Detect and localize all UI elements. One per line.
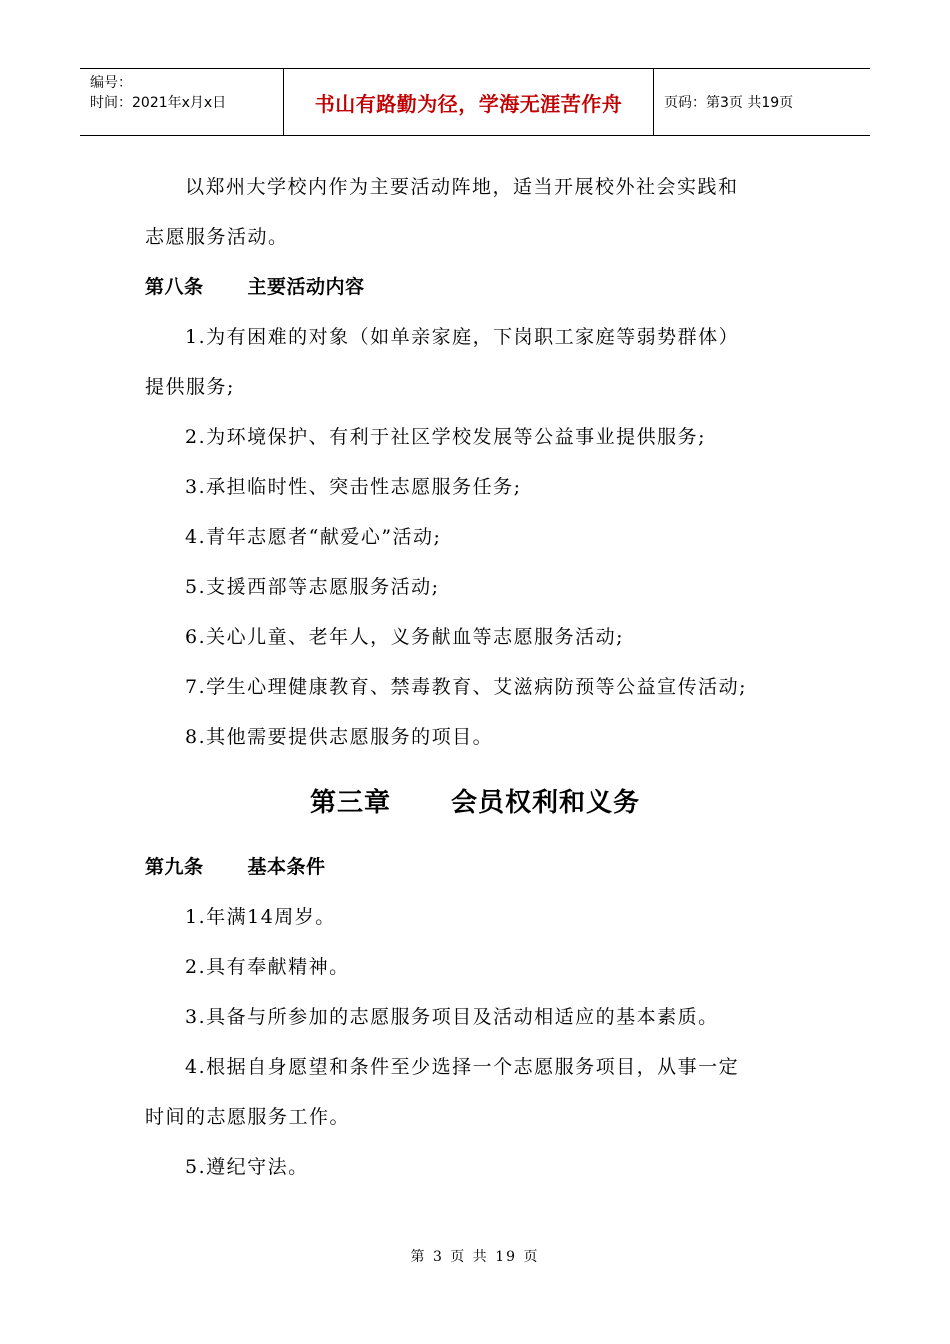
chapter-title: 会员权利和义务 <box>451 788 641 818</box>
list-item: 2.具有奉献精神。 <box>185 956 350 978</box>
chapter-heading <box>0 782 950 819</box>
list-item: 3.承担临时性、突击性志愿服务任务; <box>185 476 522 498</box>
paragraph-line: 志愿服务活动。 <box>145 226 289 248</box>
article-number: 第九条 <box>145 856 204 878</box>
list-item: 1.年满14周岁。 <box>185 906 336 928</box>
list-item: 4.根据自身愿望和条件至少选择一个志愿服务项目，从事一定 <box>185 1056 740 1078</box>
header-time: 时间：2021年x月x日 <box>90 95 227 111</box>
article-title: 基本条件 <box>247 856 326 878</box>
list-item: 4.青年志愿者“献爱心”活动; <box>185 526 442 548</box>
header-page-info: 页码：第3页 共19页 <box>664 95 794 111</box>
list-item: 6.关心儿童、老年人，义务献血等志愿服务活动; <box>185 626 625 648</box>
page-footer: 第 3 页 共 19 页 <box>410 1249 540 1265</box>
list-item: 8.其他需要提供志愿服务的项目。 <box>185 726 494 748</box>
article-title: 主要活动内容 <box>247 276 365 298</box>
header-motto: 书山有路勤为径，学海无涯苦作舟 <box>283 69 654 135</box>
list-item: 1.为有困难的对象（如单亲家庭，下岗职工家庭等弱势群体） <box>185 326 740 348</box>
page-header <box>80 68 870 136</box>
article-number: 第八条 <box>145 276 204 298</box>
list-item: 3.具备与所参加的志愿服务项目及活动相适应的基本素质。 <box>185 1006 719 1028</box>
chapter-number: 第三章 <box>309 788 391 818</box>
article-heading <box>145 852 326 879</box>
article-heading <box>145 272 365 299</box>
list-item: 2.为环境保护、有利于社区学校发展等公益事业提供服务; <box>185 426 707 448</box>
list-item-continuation: 时间的志愿服务工作。 <box>145 1106 351 1128</box>
list-item: 5.支援西部等志愿服务活动; <box>185 576 440 598</box>
paragraph-line: 以郑州大学校内作为主要活动阵地，适当开展校外社会实践和 <box>185 176 739 198</box>
list-item: 7.学生心理健康教育、禁毒教育、艾滋病防预等公益宣传活动; <box>185 676 748 698</box>
list-item-continuation: 提供服务; <box>145 376 235 398</box>
header-meta <box>80 69 283 135</box>
header-number: 编号： <box>90 75 132 91</box>
list-item: 5.遵纪守法。 <box>185 1156 309 1178</box>
